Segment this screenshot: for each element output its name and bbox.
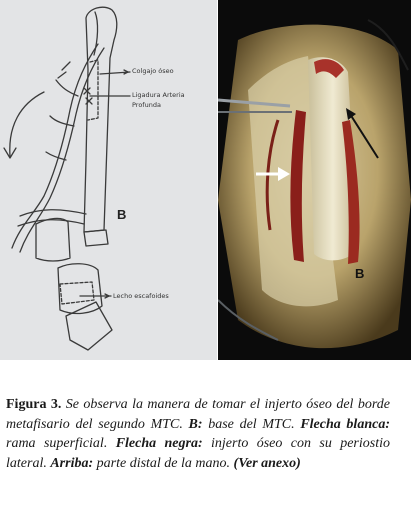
caption-black-arrow-text: injerto óseo con su periostio lateral.: [6, 436, 390, 471]
caption-intro: Se observa la manera de tomar el injerto óseo del borde metafisario del segundo MTC.: [6, 397, 390, 432]
label-colgajo-oseo: Colgajo óseo: [132, 67, 174, 75]
label-profunda: Profunda: [132, 101, 161, 109]
caption-white-arrow-label: Flecha blanca:: [300, 416, 390, 432]
caption-figure-label: Figura 3.: [6, 397, 62, 412]
caption-arriba-text: parte distal de la mano.: [93, 455, 234, 471]
sketch-drawing: [0, 0, 217, 360]
anatomical-sketch: [0, 0, 217, 360]
surgical-photo: [218, 0, 411, 360]
caption-b-text: base del MTC.: [202, 416, 301, 432]
surgical-photo-drawing: [218, 0, 411, 360]
caption-annex-link: (Ver anexo): [233, 455, 301, 471]
figure-caption: [6, 395, 390, 473]
caption-white-arrow-text: rama superficial.: [6, 436, 116, 452]
label-ligadura-arteria: Ligadura Arteria: [132, 91, 185, 99]
sketch-marker-b: B: [117, 207, 127, 222]
caption-arriba-label: Arriba:: [50, 455, 94, 471]
photo-marker-b: B: [355, 266, 365, 281]
label-lecho-escafoides: Lecho escafoides: [113, 292, 169, 300]
caption-black-arrow-label: Flecha negra:: [115, 436, 203, 452]
caption-b-label: B:: [188, 416, 203, 432]
